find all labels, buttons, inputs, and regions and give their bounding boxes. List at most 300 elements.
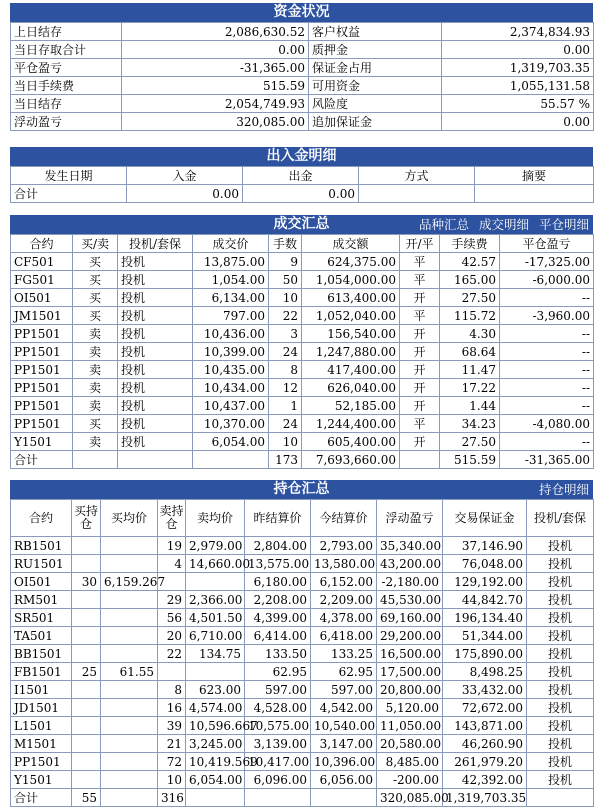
fund-table [10, 22, 594, 131]
trade-cell: 投机 [118, 325, 193, 343]
trade-column-header: 开/平 [400, 235, 440, 253]
trade-cell: 10,435.00 [193, 361, 269, 379]
position-cell: -2,180.00 [377, 573, 443, 591]
trade-cell: 1 [269, 397, 302, 415]
trade-row [11, 325, 594, 343]
position-cell [101, 627, 158, 645]
position-cell: 4,501.50 [186, 609, 245, 627]
position-cell: 6,180.00 [245, 573, 311, 591]
position-column-header: 投机/套保 [527, 500, 594, 537]
position-row [11, 753, 594, 771]
position-cell: 6,418.00 [311, 627, 377, 645]
position-cell: TA501 [11, 627, 72, 645]
position-cell: 134.75 [186, 645, 245, 663]
position-cell: 8,498.25 [443, 663, 527, 681]
trade-row [11, 415, 594, 433]
position-cell: 29 [158, 591, 186, 609]
trade-cell: 投机 [118, 415, 193, 433]
trade-links [409, 215, 589, 234]
io-total-label: 合计 [11, 185, 127, 203]
position-cell [101, 753, 158, 771]
trade-column-header: 平仓盈亏 [500, 235, 594, 253]
position-cell: 21 [158, 735, 186, 753]
trade-header [10, 215, 593, 234]
position-cell: 投机 [527, 663, 594, 681]
position-row [11, 627, 594, 645]
position-cell: 16 [158, 699, 186, 717]
position-row [11, 681, 594, 699]
trade-total-cell: 7,693,660.00 [302, 451, 400, 469]
trade-cell: -17,325.00 [500, 253, 594, 271]
trade-cell: -- [500, 325, 594, 343]
position-link-0[interactable]: 持仓明细 [538, 482, 589, 497]
trade-cell: 平 [400, 415, 440, 433]
trade-cell: -3,960.00 [500, 307, 594, 325]
position-cell: 33,432.00 [443, 681, 527, 699]
trade-cell: 8 [269, 361, 302, 379]
position-cell: 20,800.00 [377, 681, 443, 699]
fund-row [11, 113, 594, 131]
fund-row [11, 23, 594, 41]
trade-row [11, 397, 594, 415]
fund-value: 515.59 [122, 77, 309, 95]
position-cell: 13,580.00 [311, 555, 377, 573]
trade-cell: -- [500, 361, 594, 379]
position-column-header: 卖均价 [186, 500, 245, 537]
trade-cell: -- [500, 433, 594, 451]
trade-title: 成交汇总 [273, 216, 330, 232]
position-cell: FB1501 [11, 663, 72, 681]
position-section [10, 480, 593, 807]
position-cell: RM501 [11, 591, 72, 609]
position-row [11, 537, 594, 555]
position-row [11, 699, 594, 717]
position-cell: 4,542.00 [311, 699, 377, 717]
position-cell: 10,575.00 [245, 717, 311, 735]
trade-cell: 投机 [118, 271, 193, 289]
trade-cell: 27.50 [440, 289, 500, 307]
trade-total-cell [193, 451, 269, 469]
trade-cell: 开 [400, 325, 440, 343]
trade-cell: PP1501 [11, 325, 73, 343]
trade-column-header: 合约 [11, 235, 73, 253]
trade-column-header: 手续费 [440, 235, 500, 253]
trade-cell: -- [500, 397, 594, 415]
position-cell: 16,500.00 [377, 645, 443, 663]
position-links [529, 480, 589, 499]
fund-value: 2,054,749.93 [122, 95, 309, 113]
position-total-cell [101, 789, 158, 807]
io-total-out: 0.00 [243, 185, 359, 203]
trade-cell: 卖 [73, 379, 118, 397]
position-header [10, 480, 593, 499]
trade-cell: 1.44 [440, 397, 500, 415]
io-column-header: 发生日期 [11, 167, 127, 185]
fund-section [10, 3, 593, 131]
fund-label: 浮动盈亏 [11, 113, 122, 131]
position-cell: 2,979.00 [186, 537, 245, 555]
position-cell: 投机 [527, 735, 594, 753]
position-cell: 597.00 [245, 681, 311, 699]
trade-cell: 平 [400, 307, 440, 325]
trade-cell: PP1501 [11, 361, 73, 379]
trade-total-row [11, 451, 594, 469]
trade-cell: 1,052,040.00 [302, 307, 400, 325]
position-cell: 2,209.00 [311, 591, 377, 609]
position-cell: 17,500.00 [377, 663, 443, 681]
position-total-cell: 316 [158, 789, 186, 807]
trade-cell: 9 [269, 253, 302, 271]
position-cell [158, 663, 186, 681]
position-cell [72, 555, 101, 573]
fund-value: 320,085.00 [122, 113, 309, 131]
trade-cell: -4,080.00 [500, 415, 594, 433]
position-cell: 133.25 [311, 645, 377, 663]
fund-label: 客户权益 [309, 23, 442, 41]
trade-cell: 156,540.00 [302, 325, 400, 343]
position-cell [101, 771, 158, 789]
position-cell: 62.95 [245, 663, 311, 681]
trade-cell: 卖 [73, 325, 118, 343]
position-cell: 投机 [527, 699, 594, 717]
position-cell: 8,485.00 [377, 753, 443, 771]
trade-cell: 115.72 [440, 307, 500, 325]
trade-cell: 68.64 [440, 343, 500, 361]
position-cell: 投机 [527, 627, 594, 645]
position-cell: 10 [158, 771, 186, 789]
trade-cell: 10,434.00 [193, 379, 269, 397]
fund-value: 2,086,630.52 [122, 23, 309, 41]
position-cell: 72,672.00 [443, 699, 527, 717]
position-cell: 2,804.00 [245, 537, 311, 555]
position-total-cell: 合计 [11, 789, 72, 807]
fund-label: 当日手续费 [11, 77, 122, 95]
position-total-row [11, 789, 594, 807]
position-cell: 29,200.00 [377, 627, 443, 645]
position-cell [186, 573, 245, 591]
position-row [11, 555, 594, 573]
position-cell: 投机 [527, 537, 594, 555]
trade-total-cell: 515.59 [440, 451, 500, 469]
position-column-header: 浮动盈亏 [377, 500, 443, 537]
trade-cell: 417,400.00 [302, 361, 400, 379]
fund-label: 上日结存 [11, 23, 122, 41]
position-cell: I1501 [11, 681, 72, 699]
trade-total-cell: -31,365.00 [500, 451, 594, 469]
fund-value: -31,365.00 [122, 59, 309, 77]
trade-cell: 开 [400, 361, 440, 379]
trade-cell: 平 [400, 253, 440, 271]
position-cell: -200.00 [377, 771, 443, 789]
position-cell: 6,414.00 [245, 627, 311, 645]
trade-row [11, 289, 594, 307]
position-cell: BB1501 [11, 645, 72, 663]
position-cell [72, 699, 101, 717]
trade-cell: 27.50 [440, 433, 500, 451]
trade-cell: -6,000.00 [500, 271, 594, 289]
position-cell: 3,139.00 [245, 735, 311, 753]
io-column-header: 入金 [127, 167, 243, 185]
position-row [11, 717, 594, 735]
trade-cell: 买 [73, 289, 118, 307]
position-cell: 4,378.00 [311, 609, 377, 627]
trade-cell: PP1501 [11, 397, 73, 415]
position-cell [72, 627, 101, 645]
position-cell: 623.00 [186, 681, 245, 699]
position-cell: 45,530.00 [377, 591, 443, 609]
fund-label: 当日存取合计 [11, 41, 122, 59]
position-cell [72, 771, 101, 789]
fund-value: 2,374,834.93 [442, 23, 594, 41]
trade-total-cell [118, 451, 193, 469]
trade-cell: 买 [73, 271, 118, 289]
trade-cell: 11.47 [440, 361, 500, 379]
io-title: 出入金明细 [266, 148, 337, 164]
trade-cell: 50 [269, 271, 302, 289]
position-column-header: 今结算价 [311, 500, 377, 537]
fund-row [11, 41, 594, 59]
position-cell: 261,979.20 [443, 753, 527, 771]
position-column-header: 合约 [11, 500, 72, 537]
io-total-in: 0.00 [127, 185, 243, 203]
position-cell: 14,660.00 [186, 555, 245, 573]
position-cell: 8 [158, 681, 186, 699]
position-cell: 175,890.00 [443, 645, 527, 663]
position-cell: PP1501 [11, 753, 72, 771]
position-cell: Y1501 [11, 771, 72, 789]
position-cell [72, 591, 101, 609]
position-cell: 42,392.00 [443, 771, 527, 789]
position-cell [72, 645, 101, 663]
trade-cell: 买 [73, 415, 118, 433]
position-cell: 43,200.00 [377, 555, 443, 573]
fund-value: 1,055,131.58 [442, 77, 594, 95]
position-cell: L1501 [11, 717, 72, 735]
trade-total-cell [73, 451, 118, 469]
position-cell: 投机 [527, 609, 594, 627]
trade-column-header: 投机/套保 [118, 235, 193, 253]
io-total-method [359, 185, 475, 203]
io-column-header: 出金 [243, 167, 359, 185]
position-cell: 投机 [527, 771, 594, 789]
position-total-cell: 55 [72, 789, 101, 807]
fund-value: 0.00 [442, 41, 594, 59]
position-cell: 投机 [527, 753, 594, 771]
trade-cell: 13,875.00 [193, 253, 269, 271]
trade-row [11, 379, 594, 397]
fund-label: 追加保证金 [309, 113, 442, 131]
position-row [11, 771, 594, 789]
fund-label: 平仓盈亏 [11, 59, 122, 77]
trade-total-cell: 173 [269, 451, 302, 469]
trade-cell: 投机 [118, 361, 193, 379]
position-cell: 6,054.00 [186, 771, 245, 789]
trade-cell: Y1501 [11, 433, 73, 451]
trade-cell: -- [500, 343, 594, 361]
position-cell: 196,134.40 [443, 609, 527, 627]
fund-label: 风险度 [309, 95, 442, 113]
position-cell: 56 [158, 609, 186, 627]
trade-cell: PP1501 [11, 379, 73, 397]
trade-cell: 投机 [118, 433, 193, 451]
position-total-cell: 320,085.00 [377, 789, 443, 807]
position-cell: 3,147.00 [311, 735, 377, 753]
position-cell [101, 735, 158, 753]
trade-cell: 投机 [118, 307, 193, 325]
trade-column-header: 买/卖 [73, 235, 118, 253]
position-row [11, 591, 594, 609]
position-cell: 4,574.00 [186, 699, 245, 717]
position-column-header: 昨结算价 [245, 500, 311, 537]
io-total-memo [475, 185, 594, 203]
trade-cell: 平 [400, 271, 440, 289]
position-cell: 投机 [527, 591, 594, 609]
position-cell: RU1501 [11, 555, 72, 573]
position-cell: 76,048.00 [443, 555, 527, 573]
trade-cell: 42.57 [440, 253, 500, 271]
position-cell: 6,056.00 [311, 771, 377, 789]
position-cell: 19 [158, 537, 186, 555]
position-cell: 6,710.00 [186, 627, 245, 645]
trade-link-1[interactable]: 成交明细 [478, 217, 529, 232]
fund-value: 0.00 [442, 113, 594, 131]
trade-cell: 买 [73, 253, 118, 271]
trade-cell: 投机 [118, 397, 193, 415]
trade-cell: 10,437.00 [193, 397, 269, 415]
position-cell: SR501 [11, 609, 72, 627]
position-cell [101, 681, 158, 699]
fund-row [11, 95, 594, 113]
position-cell: 2,793.00 [311, 537, 377, 555]
trade-cell: 12 [269, 379, 302, 397]
position-cell: 62.95 [311, 663, 377, 681]
position-cell: 4 [158, 555, 186, 573]
position-cell: 11,050.00 [377, 717, 443, 735]
position-cell [101, 609, 158, 627]
position-cell: 37,146.90 [443, 537, 527, 555]
fund-label: 可用资金 [309, 77, 442, 95]
io-section [10, 147, 593, 203]
trade-cell: CF501 [11, 253, 73, 271]
trade-cell: 10 [269, 289, 302, 307]
position-table [10, 499, 594, 807]
trade-cell: FG501 [11, 271, 73, 289]
position-row [11, 663, 594, 681]
position-cell: 4,399.00 [245, 609, 311, 627]
position-total-cell [527, 789, 594, 807]
position-column-header: 买持仓 [72, 500, 101, 537]
trade-cell: 24 [269, 343, 302, 361]
trade-cell: 投机 [118, 379, 193, 397]
position-cell: 投机 [527, 555, 594, 573]
position-row [11, 573, 594, 591]
position-cell: RB1501 [11, 537, 72, 555]
trade-cell: 52,185.00 [302, 397, 400, 415]
trade-row [11, 343, 594, 361]
position-cell: 39 [158, 717, 186, 735]
trade-section [10, 215, 593, 469]
fund-value: 1,319,703.35 [442, 59, 594, 77]
trade-cell: 797.00 [193, 307, 269, 325]
position-row [11, 735, 594, 753]
position-cell [101, 699, 158, 717]
trade-cell: 626,040.00 [302, 379, 400, 397]
trade-cell: OI501 [11, 289, 73, 307]
position-title: 持仓汇总 [273, 481, 330, 497]
position-cell [72, 609, 101, 627]
trade-cell: -- [500, 379, 594, 397]
trade-cell: 开 [400, 343, 440, 361]
trade-row [11, 361, 594, 379]
trade-cell: 卖 [73, 433, 118, 451]
io-table [10, 166, 594, 203]
io-column-header: 方式 [359, 167, 475, 185]
trade-cell: PP1501 [11, 415, 73, 433]
trade-cell: 624,375.00 [302, 253, 400, 271]
trade-total-cell: 合计 [11, 451, 73, 469]
position-cell: 51,344.00 [443, 627, 527, 645]
trade-cell: 1,054,000.00 [302, 271, 400, 289]
trade-link-0[interactable]: 品种汇总 [418, 217, 469, 232]
position-cell [101, 645, 158, 663]
trade-cell: 卖 [73, 397, 118, 415]
position-cell: 30 [72, 573, 101, 591]
position-cell: 46,260.90 [443, 735, 527, 753]
position-row [11, 645, 594, 663]
trade-cell: 613,400.00 [302, 289, 400, 307]
position-cell: 597.00 [311, 681, 377, 699]
position-cell: 投机 [527, 573, 594, 591]
trade-cell: 卖 [73, 343, 118, 361]
position-cell: 6,159.267 [101, 573, 158, 591]
position-cell [101, 717, 158, 735]
trade-cell: 165.00 [440, 271, 500, 289]
position-total-cell [186, 789, 245, 807]
trade-cell: 开 [400, 379, 440, 397]
position-column-header: 买均价 [101, 500, 158, 537]
trade-cell: 3 [269, 325, 302, 343]
trade-row [11, 271, 594, 289]
fund-label: 保证金占用 [309, 59, 442, 77]
position-cell [72, 537, 101, 555]
trade-cell: 10 [269, 433, 302, 451]
position-cell: 129,192.00 [443, 573, 527, 591]
trade-cell: 开 [400, 397, 440, 415]
position-cell: 10,396.00 [311, 753, 377, 771]
position-cell [186, 663, 245, 681]
trade-column-header: 手数 [269, 235, 302, 253]
position-cell: 44,842.70 [443, 591, 527, 609]
position-cell: OI501 [11, 573, 72, 591]
position-row [11, 609, 594, 627]
position-cell: 35,340.00 [377, 537, 443, 555]
fund-row [11, 59, 594, 77]
position-cell: 6,096.00 [245, 771, 311, 789]
trade-link-2[interactable]: 平仓明细 [538, 217, 589, 232]
trade-cell: PP1501 [11, 343, 73, 361]
position-cell: 10,540.00 [311, 717, 377, 735]
trade-cell: 投机 [118, 289, 193, 307]
trade-cell: 6,134.00 [193, 289, 269, 307]
position-cell: 143,871.00 [443, 717, 527, 735]
position-cell: 2,208.00 [245, 591, 311, 609]
position-total-cell [311, 789, 377, 807]
position-cell [72, 735, 101, 753]
fund-value: 0.00 [122, 41, 309, 59]
trade-cell: 24 [269, 415, 302, 433]
trade-row [11, 433, 594, 451]
position-cell [72, 753, 101, 771]
